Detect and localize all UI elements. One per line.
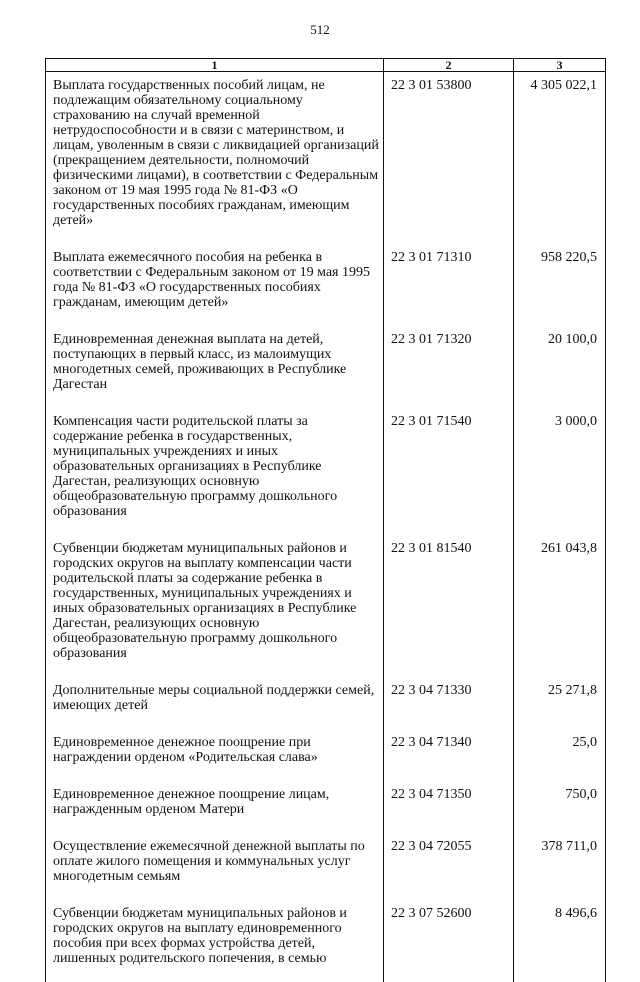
row-code: 22 3 01 71320 [384,326,514,408]
row-description: Единовременное денежное поощрение при награждении орденом «Родительская слава» [46,729,384,781]
table-row [46,408,606,535]
row-amount: 3 000,0 [514,408,606,535]
table-row [46,72,606,245]
row-code: 22 3 01 71310 [384,244,514,326]
table-row [46,833,606,900]
row-code: 22 3 04 71340 [384,729,514,781]
row-code: 22 3 04 71330 [384,677,514,729]
table-row [46,781,606,833]
row-amount: 25 271,8 [514,677,606,729]
table-row [46,326,606,408]
row-code: 22 3 07 52600 [384,900,514,982]
row-amount: 378 711,0 [514,833,606,900]
row-description: Выплата ежемесячного пособия на ребенка в соответствии с Федеральным законом от 19 мая 1995 года № 81-ФЗ «О государственных пособиях гражданам, имеющим детей» [46,244,384,326]
row-amount: 25,0 [514,729,606,781]
row-amount: 958 220,5 [514,244,606,326]
table-row [46,729,606,781]
row-description: Компенсация части родительской платы за содержание ребенка в государственных, муниципальных учреждениях и иных образовательных организациях в Республике Дагестан, реализующих основную общеобразовательную программу дошкольного образования [46,408,384,535]
page-number: 512 [310,22,330,37]
row-amount: 20 100,0 [514,326,606,408]
row-description: Осуществление ежемесячной денежной выплаты по оплате жилого помещения и коммунальных услуг многодетным семьям [46,833,384,900]
row-code: 22 3 04 71350 [384,781,514,833]
row-amount: 261 043,8 [514,535,606,677]
table-row [46,535,606,677]
row-description: Единовременное денежное поощрение лицам, награжденным орденом Матери [46,781,384,833]
row-code: 22 3 01 71540 [384,408,514,535]
table-header-row [46,59,606,72]
row-description: Субвенции бюджетам муниципальных районов и городских округов на выплату компенсации части родительской платы за содержание ребенка в государственных, муниципальных учреждениях и иных образовательных организациях в Республике Дагестан, реализующих основную общеобразовательную программу дошкольного образования [46,535,384,677]
budget-table [45,58,606,982]
row-description: Субвенции бюджетам муниципальных районов и городских округов на выплату единовременного пособия при всех формах устройства детей, лишенных родительского попечения, в семью [46,900,384,982]
column-header-1: 1 [46,59,384,72]
column-header-3: 3 [514,59,606,72]
row-code: 22 3 01 53800 [384,72,514,245]
row-description: Единовременная денежная выплата на детей, поступающих в первый класс, из малоимущих многодетных семей, проживающих в Республике Дагестан [46,326,384,408]
row-code: 22 3 01 81540 [384,535,514,677]
table-row [46,677,606,729]
column-header-2: 2 [384,59,514,72]
row-description: Выплата государственных пособий лицам, не подлежащим обязательному социальному страхованию на случай временной нетрудоспособности и в связи с материнством, и лицам, уволенным в связи с ликвидацией организаций (прекращением деятельности, полномочий физическими лицами), в соответствии с Федеральным законом от 19 мая 1995 года № 81-ФЗ «О государственных пособиях гражданам, имеющим детей» [46,72,384,245]
row-amount: 4 305 022,1 [514,72,606,245]
table-row [46,244,606,326]
row-amount: 750,0 [514,781,606,833]
row-code: 22 3 04 72055 [384,833,514,900]
row-amount: 8 496,6 [514,900,606,982]
table-row [46,900,606,982]
row-description: Дополнительные меры социальной поддержки семей, имеющих детей [46,677,384,729]
